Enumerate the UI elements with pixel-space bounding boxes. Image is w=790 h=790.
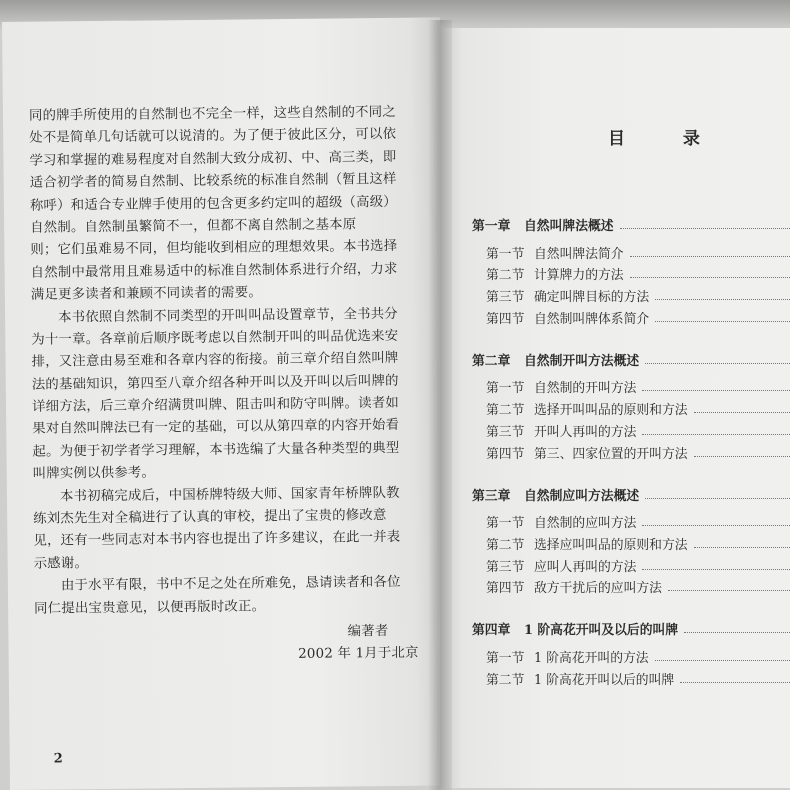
dot-leader [620, 228, 790, 229]
toc-section-row [472, 575, 790, 597]
dot-leader [694, 412, 790, 413]
section-number: 第三节 [486, 559, 525, 575]
text-line: 自然制。自然制虽繁简不一，但都不离自然制之基本原 [30, 217, 357, 236]
page-number: 2 [53, 751, 63, 767]
text-line: 果对自然叫牌法已有一定的基础，可以从第四章的内容开始看 [32, 418, 400, 438]
date-line: 2002 年 1月于北京 [298, 646, 419, 663]
toc-section-row [472, 283, 790, 305]
text-line: 适合初学者的简易自然制、比较系统的标准自然制（暂且这样 [29, 172, 397, 191]
text-line: 排，又注意由易至难和各章内容的衔接。前三章介绍自然叫牌 [31, 351, 399, 371]
text-line: 本书初稿完成后，中国桥牌特级大师、国家青年桥牌队教 [59, 485, 400, 505]
dot-leader [655, 299, 790, 300]
text-line: 同的牌手所使用的自然制也不完全一样，这些自然制的不同之 [28, 104, 396, 124]
section-number: 第二节 [486, 403, 525, 419]
right-page [440, 28, 790, 788]
chapter-number: 第一章 [472, 219, 511, 234]
section-title: 开叫人再叫的方法 [534, 424, 637, 440]
toc-title: 目 录 [608, 129, 726, 149]
chapter-number: 第三章 [472, 488, 511, 504]
dot-leader [645, 363, 790, 364]
dot-leader [668, 590, 790, 591]
section-title: 1 阶高花开叫以后的叫牌 [534, 672, 675, 688]
section-title: 第三、四家位置的开叫方法 [534, 446, 688, 462]
section-title: 自然制叫牌体系简介 [534, 311, 650, 327]
toc-chapter [472, 480, 790, 597]
text-line: 叫牌实例以供参考。 [32, 465, 156, 482]
toc-chapter-row [472, 614, 790, 638]
section-number: 第四节 [486, 446, 525, 462]
dot-leader [684, 632, 790, 633]
toc-chapter [472, 210, 790, 327]
table-of-contents [472, 210, 790, 688]
text-line: 学习和掌握的难易程度对自然制大致分成初、中、高三类，即 [29, 149, 397, 169]
text-line: 法的基础知识，第四至八章介绍各种开叫以及开叫以后叫牌的 [31, 373, 399, 393]
chapter-title: 1 阶高花开叫及以后的叫牌 [524, 623, 679, 639]
dot-leader [645, 498, 790, 499]
text-line: 见，还有一些同志对本书内容也提出了许多建议，在此一并表 [33, 530, 401, 550]
preface-text [29, 102, 427, 670]
toc-section-row [472, 305, 790, 327]
toc-chapter [472, 345, 790, 462]
toc-chapter-row [472, 480, 790, 504]
toc-section-row [472, 644, 790, 666]
section-number: 第三节 [486, 290, 525, 306]
left-page [2, 17, 448, 790]
section-title: 自然叫牌法简介 [534, 246, 624, 262]
toc-section-row [472, 240, 790, 262]
text-line: 则；它们虽难易不同，但均能收到相应的理想效果。本书选择 [30, 239, 398, 259]
toc-chapter [472, 614, 790, 687]
chapter-title: 自然叫牌法概述 [524, 219, 614, 234]
toc-section-row [472, 510, 790, 532]
text-line: 为十一章。各章前后顺序既考虑以自然制开叫的叫品优选来安 [31, 328, 399, 348]
dot-leader [680, 682, 790, 683]
toc-section-row [472, 262, 790, 284]
dot-leader [630, 277, 790, 278]
toc-section-row [472, 440, 790, 462]
section-title: 确定叫牌目标的方法 [534, 290, 650, 306]
toc-section-row [472, 418, 790, 440]
section-number: 第一节 [486, 516, 525, 532]
toc-section-row [472, 666, 790, 688]
dot-leader [655, 660, 790, 661]
text-line: 练刘杰先生对全稿进行了认真的审校，提出了宝贵的修改意 [33, 508, 387, 527]
section-number: 第二节 [486, 672, 525, 688]
toc-chapter-row [472, 210, 790, 234]
section-title: 1 阶高花开叫的方法 [534, 650, 649, 666]
section-title: 选择应叫叫品的原则和方法 [534, 537, 688, 553]
section-number: 第二节 [486, 537, 525, 553]
section-title: 自然制的开叫方法 [534, 381, 637, 397]
dot-leader [642, 390, 790, 391]
section-title: 选择开叫叫品的原则和方法 [534, 403, 688, 419]
section-number: 第二节 [486, 268, 525, 284]
section-number: 第一节 [486, 246, 525, 262]
dot-leader [642, 434, 790, 435]
text-line: 同仁提出宝贵意见，以便再版时改正。 [34, 598, 266, 617]
section-number: 第四节 [486, 581, 525, 597]
toc-section-row [472, 531, 790, 553]
text-line: 由于水平有限，书中不足之处在所难免，恳请读者和各位 [60, 575, 401, 594]
toc-section-row [472, 375, 790, 397]
toc-section-row [472, 396, 790, 418]
dot-leader [694, 547, 790, 548]
chapter-title: 自然制应叫方法概述 [524, 488, 640, 504]
toc-chapter-row [472, 345, 790, 369]
author-signature: 编著者 [347, 623, 389, 640]
section-number: 第四节 [486, 311, 525, 327]
book-gutter [428, 20, 452, 790]
chapter-number: 第二章 [472, 353, 511, 369]
section-number: 第一节 [486, 381, 525, 397]
section-title: 敌方干扰后的应叫方法 [534, 581, 662, 597]
toc-section-row [472, 553, 790, 575]
section-title: 自然制的应叫方法 [534, 516, 637, 532]
text-line: 处不是简单几句话就可以说清的。为了便于彼此区分，可以依 [29, 127, 397, 147]
chapter-number: 第四章 [472, 623, 511, 639]
section-number: 第三节 [486, 424, 525, 440]
section-title: 应叫人再叫的方法 [534, 559, 637, 575]
text-line: 满足更多读者和兼顾不同读者的需要。 [30, 285, 262, 303]
chapter-title: 自然制开叫方法概述 [524, 353, 640, 369]
text-line: 起。为便于初学者学习理解，本书选编了大量各种类型的典型 [32, 440, 400, 460]
text-line: 称呼）和适合专业牌手使用的包含更多约定叫的超级（高级） [29, 194, 397, 214]
dot-leader [642, 525, 790, 526]
dot-leader [642, 569, 790, 570]
text-line: 自然制中最常用且难易适中的标准自然制体系进行介绍，力求 [30, 261, 398, 281]
dot-leader [694, 456, 790, 457]
dot-leader [655, 321, 790, 322]
text-line: 示感谢。 [33, 555, 89, 572]
section-number: 第一节 [486, 650, 525, 666]
dot-leader [630, 256, 790, 257]
section-title: 计算牌力的方法 [534, 268, 624, 284]
text-line: 详细方法，后三章介绍满贯叫牌、阻击叫和防守叫牌。读者如 [31, 395, 400, 415]
text-line: 本书依照自然制不同类型的开叫叫品设置章节，全书共分 [58, 306, 398, 325]
